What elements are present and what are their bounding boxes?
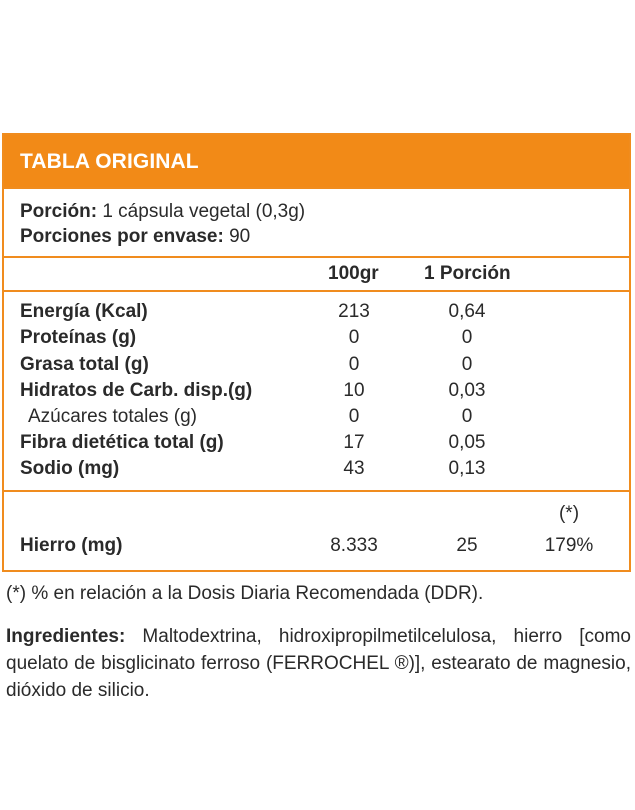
- portions-count-label: Porciones por envase:: [20, 226, 224, 247]
- nutrient-label: Energía (Kcal): [20, 301, 148, 322]
- portions-count-value: 90: [223, 226, 251, 247]
- nutrient-label: Proteínas (g): [20, 327, 137, 348]
- table-row: [4, 380, 629, 406]
- portion-value: 1 cápsula vegetal (0,3g): [97, 201, 306, 222]
- divider: [4, 256, 629, 258]
- ddr-footnote: (*) % en relación a la Dosis Diaria Recomendada (DDR).: [6, 583, 484, 604]
- portion-label: Porción:: [20, 201, 98, 222]
- value-100gr: 0: [348, 327, 360, 348]
- table-row: [4, 432, 629, 458]
- value-portion: 0,05: [448, 432, 486, 453]
- value-portion: 0: [461, 406, 473, 427]
- table-header: [4, 135, 629, 189]
- portions-per-container: [20, 226, 250, 248]
- value-portion: 0: [461, 354, 473, 375]
- table-row: [4, 354, 629, 380]
- nutrient-label: Hidratos de Carb. disp.(g): [20, 380, 253, 401]
- value-portion: 0: [461, 327, 473, 348]
- value-portion: 25: [456, 535, 478, 556]
- value-100gr: 8.333: [330, 535, 378, 556]
- ingredients: [6, 623, 631, 704]
- divider: [4, 490, 629, 492]
- nutrient-label: Azúcares totales (g): [28, 406, 197, 427]
- value-100gr: 213: [338, 301, 370, 322]
- divider: [4, 290, 629, 292]
- portion-size: [20, 201, 305, 223]
- column-header-portion: 1 Porción: [424, 263, 511, 284]
- table-row: [4, 327, 629, 353]
- ingredients-label: Ingredientes:: [6, 626, 126, 647]
- ingredients-text: Maltodextrina, hidroxipropilmetilcelulosa, hierro [como quelato de bisglicinato ferroso (FERROCHEL ®)], estearato de magnesio, dióxido de silicio.: [6, 626, 631, 701]
- value-ddr: 179%: [544, 535, 594, 556]
- value-100gr: 10: [343, 380, 365, 401]
- value-100gr: 43: [343, 458, 365, 479]
- value-100gr: 0: [348, 354, 360, 375]
- nutrient-label: Grasa total (g): [20, 354, 149, 375]
- value-100gr: 17: [343, 432, 365, 453]
- table-row-iron: [4, 535, 629, 561]
- nutrient-label: Hierro (mg): [20, 535, 123, 556]
- nutrient-label: Sodio (mg): [20, 458, 120, 479]
- column-header-100gr: 100gr: [328, 263, 379, 284]
- table-row: [4, 301, 629, 327]
- value-100gr: 0: [348, 406, 360, 427]
- table-row: [4, 458, 629, 484]
- value-portion: 0,13: [448, 458, 486, 479]
- table-title: TABLA ORIGINAL: [20, 150, 199, 173]
- table-row: [4, 406, 629, 432]
- value-portion: 0,03: [448, 380, 486, 401]
- ddr-marker: (*): [558, 503, 580, 524]
- nutrition-table: [2, 133, 631, 572]
- value-portion: 0,64: [448, 301, 486, 322]
- nutrient-label: Fibra dietética total (g): [20, 432, 224, 453]
